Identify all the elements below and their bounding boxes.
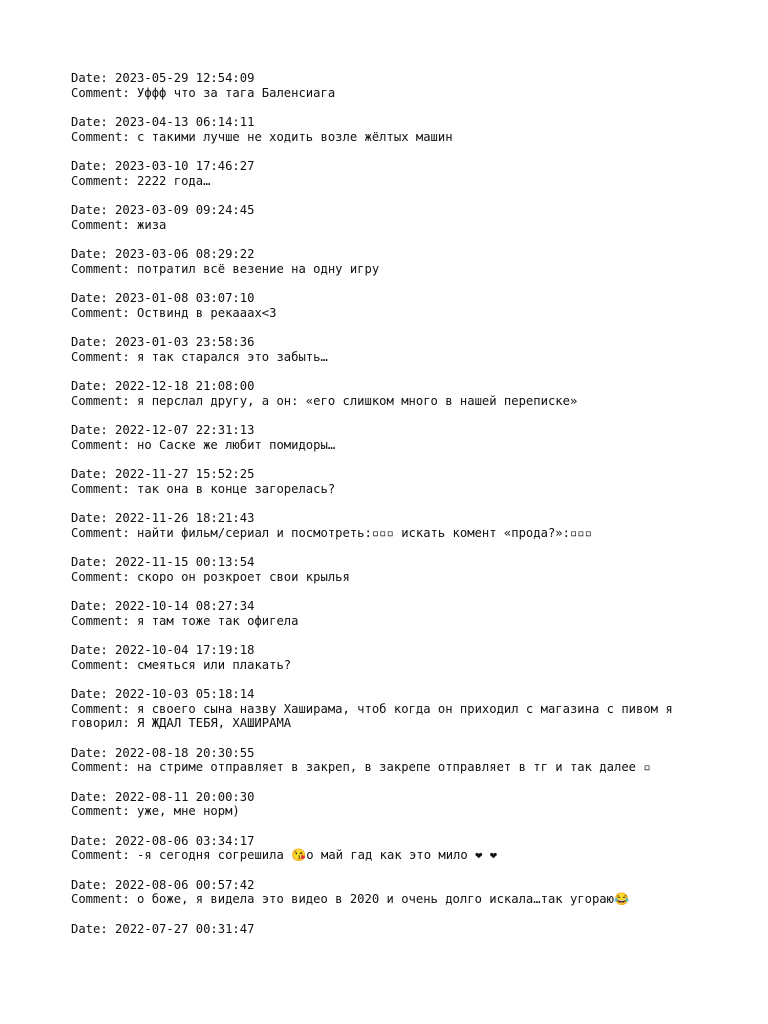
- date-label: Date:: [71, 423, 116, 437]
- comment-entry: [71, 379, 711, 408]
- comment-line: [71, 658, 711, 673]
- comment-entry: [71, 599, 711, 628]
- comment-entry: [71, 335, 711, 364]
- comment-line: [71, 702, 711, 731]
- comment-text: я своего сына назву Хаширама, чтоб когда он приходил с магазина с пивом я говорил: Я ЖДАЛ ТЕБЯ, ХАШИРАМА: [71, 701, 681, 730]
- date-line: [71, 467, 711, 482]
- comment-line: [71, 174, 711, 189]
- comment-line: [71, 438, 711, 453]
- comment-entry: [71, 922, 711, 937]
- comment-entry: [71, 115, 711, 144]
- date-value: 2023-03-10 17:46:27: [115, 159, 255, 173]
- date-value: 2022-12-07 22:31:13: [115, 423, 255, 437]
- comment-label: Comment:: [71, 437, 138, 452]
- comment-line: [71, 526, 711, 541]
- date-line: [71, 423, 711, 438]
- date-value: 2022-10-03 05:18:14: [115, 687, 255, 701]
- date-line: [71, 291, 711, 306]
- comment-text: 2222 года…: [137, 173, 211, 188]
- comment-text: так она в конце загорелась?: [137, 481, 336, 496]
- date-label: Date:: [71, 115, 116, 129]
- comment-line: [71, 570, 711, 585]
- comment-line: [71, 804, 711, 819]
- comment-text: я перслал другу, а он: «его слишком много в нашей переписке»: [137, 393, 578, 408]
- date-label: Date:: [71, 921, 116, 936]
- date-label: Date:: [71, 159, 116, 173]
- date-value: 2023-05-29 12:54:09: [115, 71, 255, 85]
- comment-text: Уффф что за тага Баленсиага: [137, 85, 336, 100]
- comment-text: найти фильм/сериал и посмотреть:▫▫▫ искать комент «прода?»:▫▫▫: [137, 525, 592, 540]
- date-label: Date:: [71, 599, 116, 613]
- date-line: [71, 746, 711, 761]
- date-label: Date:: [71, 291, 116, 305]
- comment-entry: [71, 834, 711, 863]
- comment-line: [71, 306, 711, 321]
- date-value: 2022-08-18 20:30:55: [115, 745, 255, 760]
- date-value: 2022-12-18 21:08:00: [115, 379, 255, 393]
- comment-entry: [71, 687, 711, 731]
- date-label: Date:: [71, 833, 116, 848]
- comment-label: Comment:: [71, 804, 138, 818]
- comment-entry: [71, 247, 711, 276]
- comment-label: Comment:: [71, 848, 138, 862]
- comment-entry: [71, 643, 711, 672]
- date-label: Date:: [71, 247, 116, 261]
- comment-text: уже, мне норм): [137, 804, 240, 818]
- date-label: Date:: [71, 203, 116, 217]
- comment-label: Comment:: [71, 217, 138, 232]
- date-label: Date:: [71, 511, 116, 525]
- comment-text: потратил всё везение на одну игру: [137, 261, 380, 276]
- comment-label: Comment:: [71, 349, 138, 364]
- date-value: 2023-03-06 08:29:22: [115, 247, 255, 261]
- comment-entry: [71, 511, 711, 540]
- date-line: [71, 687, 711, 702]
- comment-entry: [71, 423, 711, 452]
- date-label: Date:: [71, 643, 116, 657]
- comment-entry: [71, 291, 711, 320]
- date-value: 2022-10-14 08:27:34: [115, 599, 255, 613]
- comment-line: [71, 482, 711, 497]
- date-label: Date:: [71, 877, 116, 892]
- comment-line: [71, 848, 711, 863]
- date-line: [71, 643, 711, 658]
- comment-text: о боже, я видела это видео в 2020 и очень долго искала…так угораю😂: [137, 892, 630, 906]
- date-line: [71, 834, 711, 849]
- comment-entry: [71, 746, 711, 775]
- comment-text: я там тоже так офигела: [137, 613, 299, 628]
- date-value: 2022-11-26 18:21:43: [115, 511, 255, 525]
- comment-label: Comment:: [71, 129, 138, 144]
- comment-label: Comment:: [71, 701, 138, 716]
- comment-text: на стриме отправляет в закреп, в закрепе отправляет в тг и так далее ▫: [137, 760, 651, 774]
- date-value: 2022-10-04 17:19:18: [115, 643, 255, 657]
- date-line: [71, 159, 711, 174]
- date-value: 2022-11-27 15:52:25: [115, 467, 255, 481]
- date-value: 2023-04-13 06:14:11: [115, 115, 255, 129]
- date-line: [71, 247, 711, 262]
- comment-text: -я сегодня согрешила 😘о май гад как это мило ❤ ❤: [137, 848, 498, 862]
- comment-line: [71, 350, 711, 365]
- comment-label: Comment:: [71, 85, 138, 100]
- date-line: [71, 878, 711, 893]
- date-value: 2022-11-15 00:13:54: [115, 555, 255, 569]
- date-label: Date:: [71, 555, 116, 569]
- comment-label: Comment:: [71, 173, 138, 188]
- date-label: Date:: [71, 745, 116, 760]
- date-line: [71, 71, 711, 86]
- comment-label: Comment:: [71, 657, 138, 672]
- comment-line: [71, 614, 711, 629]
- comment-text: с такими лучше не ходить возле жёлтых машин: [137, 129, 453, 144]
- comment-label: Comment:: [71, 613, 138, 628]
- comment-line: [71, 394, 711, 409]
- comment-line: [71, 262, 711, 277]
- comment-text: скоро он розкроет свои крылья: [137, 569, 350, 584]
- comment-line: [71, 218, 711, 233]
- date-line: [71, 115, 711, 130]
- comment-entry: [71, 71, 711, 100]
- comment-label: Comment:: [71, 305, 138, 320]
- date-label: Date:: [71, 71, 116, 85]
- date-value: 2022-08-06 00:57:42: [115, 877, 255, 892]
- date-line: [71, 599, 711, 614]
- comment-text: смеяться или плакать?: [137, 657, 292, 672]
- comment-entry: [71, 159, 711, 188]
- comment-label: Comment:: [71, 760, 138, 774]
- comment-label: Comment:: [71, 525, 138, 540]
- date-value: 2022-07-27 00:31:47: [115, 921, 255, 936]
- date-label: Date:: [71, 789, 116, 804]
- comment-text: жиза: [137, 217, 167, 232]
- date-line: [71, 379, 711, 394]
- comment-text: Оствинд в рекааах<3: [137, 305, 277, 320]
- date-label: Date:: [71, 335, 116, 349]
- comment-entry: [71, 555, 711, 584]
- comment-text: но Саске же любит помидоры…: [137, 437, 336, 452]
- date-value: 2022-08-06 03:34:17: [115, 833, 255, 848]
- comment-entry: [71, 790, 711, 819]
- comment-text: я так старался это забыть…: [137, 349, 328, 364]
- comment-label: Comment:: [71, 569, 138, 584]
- comment-line: [71, 130, 711, 145]
- comment-log-document: [71, 71, 711, 951]
- comment-entry: [71, 203, 711, 232]
- date-label: Date:: [71, 687, 116, 701]
- date-line: [71, 511, 711, 526]
- date-line: [71, 203, 711, 218]
- comment-line: [71, 760, 711, 775]
- date-value: 2023-01-03 23:58:36: [115, 335, 255, 349]
- date-line: [71, 555, 711, 570]
- date-label: Date:: [71, 467, 116, 481]
- date-line: [71, 922, 711, 937]
- comment-line: [71, 86, 711, 101]
- date-value: 2023-01-08 03:07:10: [115, 291, 255, 305]
- comment-line: [71, 892, 711, 907]
- comment-label: Comment:: [71, 393, 138, 408]
- date-value: 2022-08-11 20:00:30: [115, 789, 255, 804]
- comment-entry: [71, 467, 711, 496]
- comment-label: Comment:: [71, 481, 138, 496]
- date-value: 2023-03-09 09:24:45: [115, 203, 255, 217]
- date-line: [71, 790, 711, 805]
- comment-label: Comment:: [71, 261, 138, 276]
- date-line: [71, 335, 711, 350]
- date-label: Date:: [71, 379, 116, 393]
- comment-label: Comment:: [71, 892, 138, 906]
- comment-entry: [71, 878, 711, 907]
